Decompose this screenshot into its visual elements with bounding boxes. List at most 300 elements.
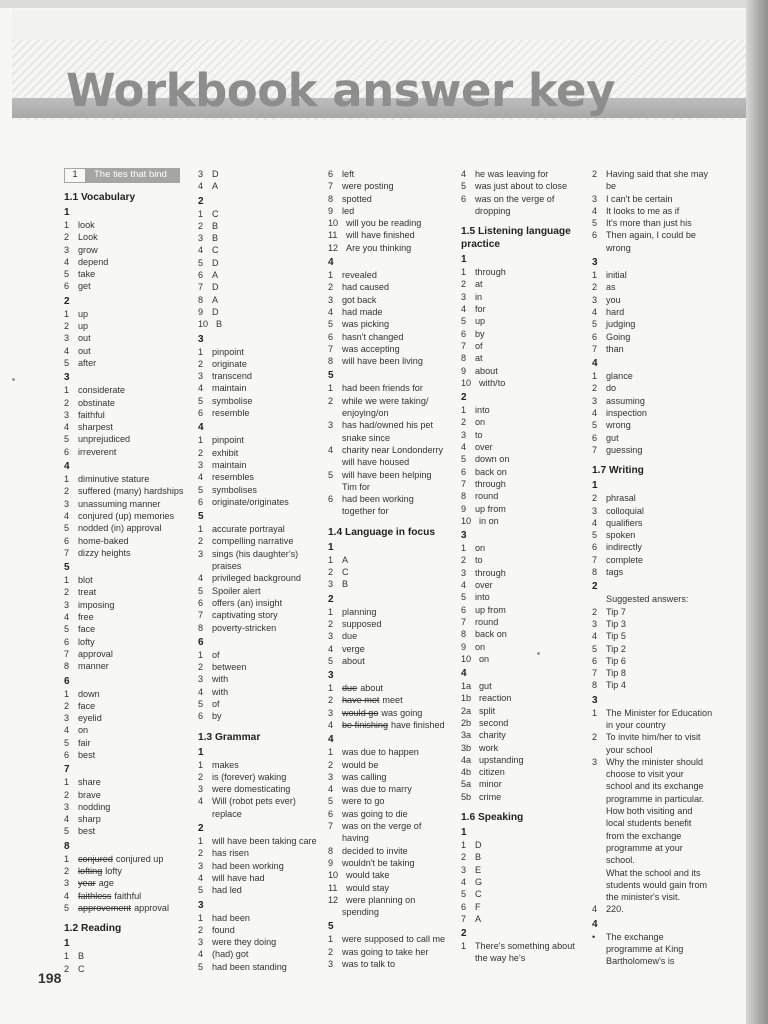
answer-text: was going to die [342, 808, 408, 819]
exercise-number: 4 [198, 422, 204, 434]
answer-number: 2 [64, 789, 70, 800]
answer-number: 2 [592, 493, 598, 504]
answer-number: 3 [64, 801, 70, 812]
answer-number: 4 [64, 422, 70, 433]
exercise-number: 2 [461, 928, 467, 940]
answer-text: complete [606, 554, 643, 565]
answer-number: 1 [328, 934, 334, 945]
answer-line [592, 731, 720, 743]
answer-line [461, 429, 589, 441]
answer-line [64, 421, 184, 433]
section-heading: 1.2 Reading [64, 923, 122, 935]
answer-text: was just about to close [475, 181, 567, 192]
answer-number: 1 [198, 649, 204, 660]
answer-number: 7 [328, 181, 334, 192]
answer-number: 5 [461, 316, 467, 327]
answer-line [592, 492, 720, 504]
answer-line [328, 746, 458, 758]
answer-text: through [475, 567, 506, 578]
answer-text: at [475, 353, 483, 364]
answer-text: irreverent [78, 446, 117, 457]
answer-text: choose to visit your [606, 769, 684, 780]
answer-number: 5 [461, 592, 467, 603]
answer-text: makes [212, 759, 239, 770]
answer-line [198, 661, 323, 673]
answer-number: 3 [592, 505, 598, 516]
answer-number: 6 [198, 270, 204, 281]
answer-line [64, 357, 184, 369]
answer-line [592, 817, 720, 829]
answer-line [461, 205, 589, 217]
answer-text: tags [606, 567, 624, 578]
answer-line [592, 630, 720, 642]
answer-text: praises [212, 561, 242, 572]
answer-number [461, 952, 475, 964]
answer-number: 4 [198, 949, 204, 960]
answer-text: with [212, 674, 229, 685]
answer-number: 4 [64, 725, 70, 736]
answer-text: Will (robot pets ever) [212, 796, 296, 807]
answer-line [64, 963, 184, 975]
answer-column-4 [461, 168, 589, 965]
answer-number: 1 [461, 267, 467, 278]
answer-line [64, 636, 184, 648]
answer-text: do [606, 383, 617, 394]
answer-line [64, 280, 184, 292]
exercise-number: 6 [64, 675, 70, 687]
answer-number: 4 [461, 876, 467, 887]
answer-text: lofty [78, 636, 95, 647]
answer-text: was calling [342, 771, 387, 782]
answer-line [328, 229, 458, 241]
answer-line [592, 331, 720, 343]
answer-number: 2 [198, 220, 204, 231]
answer-line [592, 432, 720, 444]
answer-line [461, 340, 589, 352]
exercise-number: 1 [64, 207, 70, 218]
answer-text: blot [78, 575, 93, 586]
answer-line [328, 432, 458, 444]
exercise-number: 1 [592, 480, 598, 492]
answer-line [461, 680, 589, 692]
answer-line [328, 578, 458, 590]
answer-number [592, 817, 606, 829]
answer-number: 4 [64, 345, 70, 356]
answer-line [64, 801, 184, 813]
answer-line [198, 168, 323, 180]
answer-line [592, 955, 720, 967]
answer-line [461, 742, 589, 754]
answer-text: C [342, 567, 349, 578]
answer-line [461, 791, 589, 803]
exercise-number: 4 [592, 358, 598, 370]
answer-line [198, 346, 323, 358]
answer-line [328, 783, 458, 795]
answer-number: 2 [328, 618, 334, 629]
answer-number: 7 [592, 444, 598, 455]
answer-number: 1 [64, 220, 70, 230]
answer-line [461, 717, 589, 729]
answer-line [328, 759, 458, 771]
struck-out-word: year [78, 878, 96, 889]
answer-line [461, 766, 589, 778]
answer-text: in your country [606, 719, 666, 730]
answer-number [592, 180, 606, 192]
answer-number: 6 [198, 408, 204, 419]
answer-line [198, 872, 323, 884]
answer-number: 2 [64, 700, 70, 711]
answer-text: Tip 5 [606, 631, 626, 642]
answer-text: It's more than just his [606, 218, 692, 229]
answer-text: inspection [606, 408, 647, 419]
answer-text: of [475, 340, 483, 351]
answer-text: reaction [479, 693, 512, 704]
answer-text: in on [479, 515, 499, 526]
answer-number: 5 [64, 624, 70, 635]
answer-line [198, 382, 323, 394]
answer-number: 2 [64, 397, 70, 408]
answer-number: 4 [64, 890, 70, 901]
answer-line [592, 294, 720, 306]
answer-number: 1 [198, 759, 204, 770]
answer-text: had caused [342, 282, 390, 293]
answer-number: 2 [592, 606, 598, 617]
answer-number: 6 [592, 432, 598, 443]
answer-number: 3 [592, 618, 598, 629]
answer-number: 3 [592, 395, 598, 406]
struck-out-word: due [342, 683, 358, 694]
answer-text: wouldn't be taking [342, 857, 415, 868]
answer-text: take [78, 269, 96, 280]
answer-number: 3 [198, 169, 204, 179]
answer-number: 6 [64, 446, 70, 457]
answer-line [198, 622, 323, 634]
answer-line [461, 604, 589, 616]
answer-line [461, 653, 589, 665]
answer-text: D [212, 306, 219, 317]
answer-number: 4 [64, 510, 70, 521]
answer-text: back on [475, 629, 507, 640]
answer-text: conjured (up) memories [78, 510, 175, 521]
answer-text: verge [342, 643, 365, 654]
answer-number: 2 [328, 395, 334, 406]
answer-line [461, 692, 589, 704]
answer-line [592, 655, 720, 667]
answer-line [328, 419, 458, 431]
answer-number: 1 [461, 840, 467, 851]
answer-line [328, 343, 458, 355]
answer-number: 9 [328, 857, 334, 868]
answer-number: 1 [328, 554, 334, 565]
answer-number: 2 [461, 279, 467, 290]
answer-number: 3 [198, 784, 204, 795]
answer-number: 3 [592, 756, 598, 767]
answer-line [198, 447, 323, 459]
answer-line [64, 384, 184, 396]
answer-number: 5 [64, 902, 70, 913]
answer-number: 1 [328, 606, 334, 617]
answer-number [592, 955, 606, 967]
answer-number: 8 [592, 680, 598, 691]
answer-number: 4 [328, 306, 334, 317]
answer-number: 6 [461, 328, 467, 339]
answer-line [461, 404, 589, 416]
answer-line [592, 606, 720, 618]
answer-line [198, 585, 323, 597]
answer-text: has risen [212, 848, 249, 859]
answer-line [461, 754, 589, 766]
exercise-number: 5 [198, 511, 204, 523]
answer-text: offers (an) insight [212, 597, 283, 608]
answer-text: nodded (in) approval [78, 523, 162, 534]
answer-text: crime [479, 791, 502, 802]
answer-number: 5 [198, 698, 204, 709]
answer-number [592, 805, 606, 817]
answer-text: depend [78, 256, 109, 267]
answer-line [328, 168, 458, 180]
answer-line [198, 496, 323, 508]
answer-number: 12 [328, 242, 339, 253]
answer-text: A [212, 181, 219, 192]
answer-text: second [479, 717, 509, 728]
answer-column-2 [198, 168, 323, 973]
answer-text: work [479, 742, 499, 753]
answer-number: 7 [592, 668, 598, 679]
answer-number: 8 [328, 356, 334, 367]
answer-line [328, 958, 458, 970]
answer-text: sharpest [78, 422, 113, 433]
answer-line [461, 591, 589, 603]
answer-text: up [78, 308, 89, 319]
answer-number: 3 [198, 459, 204, 470]
answer-line [592, 805, 720, 817]
answer-line [592, 842, 720, 854]
answer-text: as [606, 282, 616, 293]
answer-text: To invite him/her to visit [606, 732, 701, 743]
answer-text: faithful [78, 409, 105, 420]
answer-number: 2 [461, 852, 467, 863]
answer-number: 4 [198, 686, 204, 697]
answer-text: school. [606, 855, 635, 866]
answer-text: were planning on [346, 894, 416, 905]
answer-number: 4 [198, 245, 204, 256]
answer-text: D [475, 840, 482, 851]
answer-text: about [360, 683, 383, 694]
answer-text: sings (his daughter's) [212, 548, 299, 559]
answer-text: dizzy heights [78, 547, 131, 558]
answer-number: 6 [461, 193, 467, 204]
answer-line [328, 180, 458, 192]
answer-line [198, 370, 323, 382]
answer-number: 1 [328, 683, 334, 694]
answer-text: charity near Londonderry [342, 444, 444, 455]
answer-line [328, 193, 458, 205]
answer-line [198, 395, 323, 407]
answer-line [461, 542, 589, 554]
answer-line [592, 891, 720, 903]
answer-number: 3 [64, 244, 70, 255]
answer-number: 3 [64, 713, 70, 724]
answer-line [461, 503, 589, 515]
answer-text: B [78, 951, 85, 962]
answer-number: 6 [592, 542, 598, 553]
answer-text: out [78, 345, 91, 356]
answer-text: It looks to me as if [606, 205, 680, 216]
answer-number: 4 [328, 784, 334, 795]
answer-number: 3 [198, 548, 204, 559]
answer-line [64, 749, 184, 761]
answer-number: 5 [198, 961, 204, 972]
answer-line [198, 244, 323, 256]
answer-line [198, 847, 323, 859]
answer-text: programme at your [606, 842, 683, 853]
answer-line [328, 933, 458, 945]
answer-text: exhibit [212, 447, 239, 458]
answer-line [461, 315, 589, 327]
answer-line [592, 707, 720, 719]
answer-number [461, 205, 475, 217]
answer-line [592, 444, 720, 456]
answer-number: 7 [461, 340, 467, 351]
answer-line [64, 813, 184, 825]
struck-out-word: lofting [78, 866, 103, 877]
answer-number: 3 [328, 959, 334, 970]
answer-text: D [212, 257, 219, 268]
answer-text: Tip 4 [606, 680, 626, 691]
answer-text: students would gain from [606, 879, 708, 890]
answer-line [592, 343, 720, 355]
answer-text: will have been living [342, 356, 423, 367]
answer-text: C [212, 208, 219, 219]
answer-number: 5 [198, 885, 204, 896]
answer-text: faithful [114, 890, 142, 901]
answer-number: 2 [592, 282, 598, 293]
answer-number: 1 [64, 951, 70, 962]
answer-text: approval [78, 648, 113, 659]
struck-out-word: approvement [78, 902, 132, 913]
answer-text: at [475, 279, 483, 290]
answer-number: 7 [198, 610, 204, 621]
exercise-number: 1 [461, 827, 467, 839]
answer-line [328, 217, 458, 229]
answer-number: 4 [592, 631, 598, 642]
answer-text: of [212, 649, 220, 660]
answer-line [328, 869, 458, 881]
answer-text: was picking [342, 319, 390, 330]
answer-line [64, 950, 184, 962]
answer-line [592, 780, 720, 792]
answer-line [198, 924, 323, 936]
answer-text: had been [212, 912, 250, 923]
answer-line [328, 643, 458, 655]
answer-line [328, 456, 458, 468]
answer-line [592, 318, 720, 330]
answer-text: maintain [212, 383, 247, 394]
answer-number: 10 [461, 377, 472, 388]
answer-line [592, 269, 720, 281]
answer-text: dropping [475, 205, 511, 216]
answer-text: were posting [342, 181, 394, 192]
scan-edge-right [746, 0, 768, 1024]
answer-number: 8 [328, 193, 334, 204]
answer-number [198, 560, 212, 572]
section-heading: 1.4 Language in focus [328, 526, 435, 538]
answer-number: 4 [198, 181, 204, 192]
answer-line [461, 616, 589, 628]
answer-text: B [342, 579, 349, 590]
section-heading: 1.7 Writing [592, 465, 644, 477]
answer-line [592, 756, 720, 768]
answer-line [592, 541, 720, 553]
answer-text: Tip 6 [606, 655, 626, 666]
answer-number: 1 [592, 270, 598, 281]
answer-number [592, 768, 606, 780]
answer-line [328, 882, 458, 894]
answer-number: 6 [198, 597, 204, 608]
answer-number: 2 [328, 946, 334, 957]
answer-line [592, 382, 720, 394]
exercise-number: 3 [461, 530, 467, 542]
answer-text: unassuming manner [78, 498, 161, 509]
answer-number: 1 [198, 524, 204, 535]
exercise-number: 2 [461, 392, 467, 404]
answer-text: with [212, 686, 229, 697]
answer-text: round [475, 616, 499, 627]
answer-text: on [78, 725, 89, 736]
answer-number: 3 [198, 371, 204, 382]
answer-line [592, 618, 720, 630]
answer-text: together for [342, 506, 389, 517]
answer-line [198, 795, 323, 807]
answer-number: 4b [461, 767, 472, 778]
answer-line [592, 193, 720, 205]
answer-text: I can't be certain [606, 193, 673, 204]
answer-line [64, 877, 184, 889]
exercise-number: 5 [328, 370, 334, 382]
answer-text: There's something about [475, 941, 575, 952]
answer-line [198, 257, 323, 269]
answer-text: up [475, 316, 486, 327]
answer-text: be [606, 181, 617, 192]
answer-text: share [78, 777, 101, 788]
answer-text: qualifiers [606, 517, 643, 528]
answer-text: from the exchange [606, 830, 682, 841]
answer-number: 6 [198, 496, 204, 507]
answer-number: 4 [198, 573, 204, 584]
answer-line [461, 193, 589, 205]
exercise-number: 3 [592, 694, 598, 706]
answer-text: is (forever) waking [212, 771, 287, 782]
answer-number: • [592, 931, 596, 942]
answer-number: 6 [592, 655, 598, 666]
answer-number: 8 [198, 622, 204, 633]
answer-line [328, 566, 458, 578]
answer-text: transcend [212, 371, 252, 382]
exercise-number: 3 [592, 257, 598, 269]
answer-number: 5a [461, 779, 472, 790]
answer-text: A [212, 294, 219, 305]
answer-text: between [212, 662, 247, 673]
answer-line [461, 554, 589, 566]
answer-text: Having said that she may [606, 169, 709, 179]
answer-line [64, 473, 184, 485]
answer-text: will have been helping [342, 469, 432, 480]
answer-number: 5 [198, 257, 204, 268]
answer-text: snake since [342, 432, 391, 443]
answer-line [461, 778, 589, 790]
answer-text: was due to marry [342, 784, 412, 795]
answer-text: poverty-stricken [212, 622, 277, 633]
